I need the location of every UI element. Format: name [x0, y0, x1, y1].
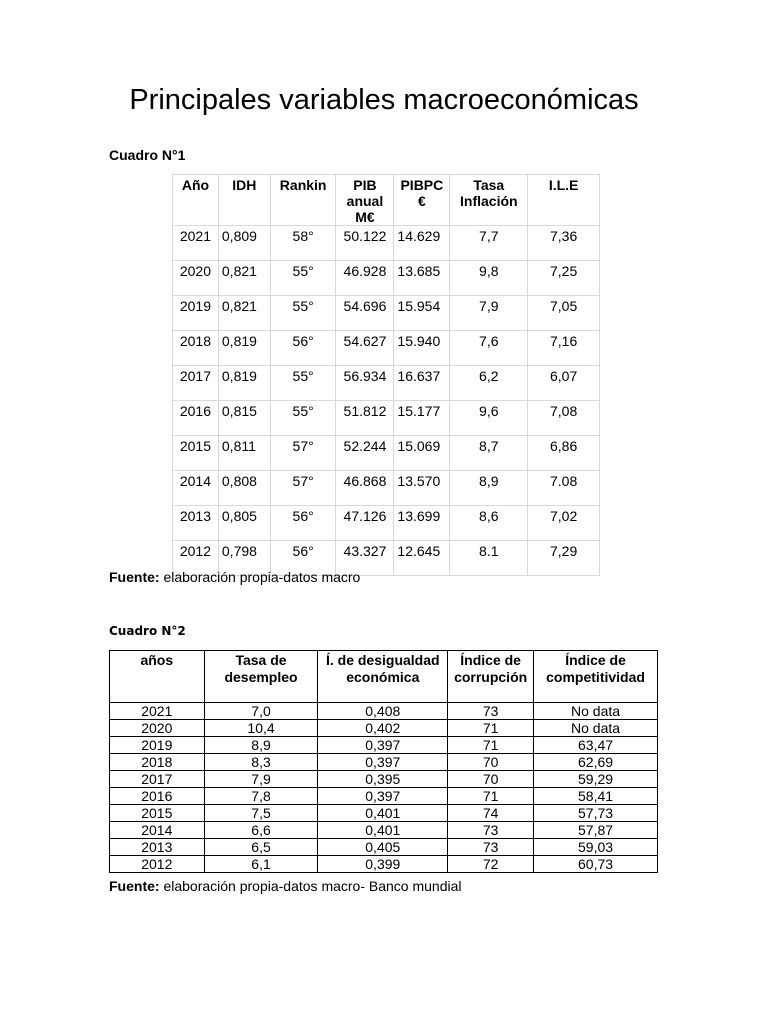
table1-cell: 9,6 [450, 401, 528, 436]
table1-header-pibpc: PIBPC € [394, 175, 450, 226]
table-row [110, 822, 658, 839]
table1-cell: 46.928 [336, 261, 394, 296]
table2-cell: 2012 [110, 856, 205, 873]
table-row [110, 703, 658, 720]
table1-cell: 7,6 [450, 331, 528, 366]
table1-cell: 8.1 [450, 541, 528, 576]
table1-cell: 0,821 [218, 296, 270, 331]
table2-cell: 74 [448, 805, 534, 822]
table2-cell: 0,401 [318, 805, 448, 822]
table2-cell: 2021 [110, 703, 205, 720]
table2-source-label: Fuente: [109, 878, 160, 894]
table1-header-inflation: Tasa Inflación [450, 175, 528, 226]
table2-cell: 63,47 [534, 737, 658, 754]
table1-cell: 52.244 [336, 436, 394, 471]
table1-cell: 8,9 [450, 471, 528, 506]
table2-cell: 8,9 [204, 737, 318, 754]
table1-cell: 55° [270, 296, 336, 331]
table1-cell: 7,29 [528, 541, 600, 576]
table1-cell: 50.122 [336, 226, 394, 261]
table1-cell: 7,9 [450, 296, 528, 331]
table2-cell: 0,397 [318, 737, 448, 754]
table1-cell: 16.637 [394, 366, 450, 401]
table2-cell: 0,402 [318, 720, 448, 737]
table2-cell: 7,8 [204, 788, 318, 805]
table1-source [109, 569, 360, 585]
table-row [173, 401, 600, 436]
table2-cell: 57,73 [534, 805, 658, 822]
table1-cell: 15.954 [394, 296, 450, 331]
table1-cell: 54.696 [336, 296, 394, 331]
table2-cell: 73 [448, 703, 534, 720]
table-row [110, 771, 658, 788]
table1-cell: 0,798 [218, 541, 270, 576]
table1-header-row [173, 175, 600, 226]
table1-header-idh: IDH [218, 175, 270, 226]
table1-caption: Cuadro N°1 [109, 147, 186, 163]
page-title: Principales variables macroeconómicas [129, 84, 639, 116]
table-row [173, 331, 600, 366]
table-row [110, 720, 658, 737]
table1-cell: 7,36 [528, 226, 600, 261]
table1-cell: 54.627 [336, 331, 394, 366]
table2-cell: 2017 [110, 771, 205, 788]
table2-cell: No data [534, 703, 658, 720]
table2-header-inequality: Í. de desigualdad económica [318, 651, 448, 703]
table2-cell: No data [534, 720, 658, 737]
table1-cell: 9,8 [450, 261, 528, 296]
table2-cell: 0,397 [318, 788, 448, 805]
table1-cell: 46.868 [336, 471, 394, 506]
table1-cell: 7,16 [528, 331, 600, 366]
table1-cell: 2018 [173, 331, 219, 366]
table2-cell: 71 [448, 737, 534, 754]
table1-cell: 55° [270, 261, 336, 296]
table2-header-corruption: Índice de corrupción [448, 651, 534, 703]
table1-cell: 7,08 [528, 401, 600, 436]
table1-source-label: Fuente: [109, 569, 160, 585]
table-row [110, 805, 658, 822]
table1-cell: 0,805 [218, 506, 270, 541]
table-row [110, 839, 658, 856]
table1-cell: 0,819 [218, 366, 270, 401]
table1 [172, 174, 600, 576]
table-row [173, 226, 600, 261]
table1-cell: 0,809 [218, 226, 270, 261]
table1-header-year: Año [173, 175, 219, 226]
table-row [110, 788, 658, 805]
table2-cell: 2019 [110, 737, 205, 754]
table1-cell: 12.645 [394, 541, 450, 576]
table2-source [109, 878, 462, 894]
table1-cell: 15.940 [394, 331, 450, 366]
table2-cell: 71 [448, 720, 534, 737]
table1-cell: 2017 [173, 366, 219, 401]
table2-cell: 73 [448, 822, 534, 839]
table1-cell: 0,811 [218, 436, 270, 471]
table2-cell: 0,408 [318, 703, 448, 720]
table1-cell: 15.177 [394, 401, 450, 436]
table2-cell: 0,405 [318, 839, 448, 856]
table-row [173, 296, 600, 331]
table2 [109, 650, 658, 873]
table1-cell: 57° [270, 471, 336, 506]
table1-cell: 56° [270, 331, 336, 366]
table2-cell: 70 [448, 754, 534, 771]
table1-cell: 0,819 [218, 331, 270, 366]
table2-header-unemployment: Tasa de desempleo [204, 651, 318, 703]
table2-cell: 8,3 [204, 754, 318, 771]
table2-cell: 2014 [110, 822, 205, 839]
table1-cell: 2014 [173, 471, 219, 506]
table1-cell: 7,05 [528, 296, 600, 331]
table2-cell: 7,9 [204, 771, 318, 788]
table2-cell: 70 [448, 771, 534, 788]
table1-cell: 8,6 [450, 506, 528, 541]
table1-header-ranking: Rankin [270, 175, 336, 226]
table1-cell: 7,25 [528, 261, 600, 296]
table2-cell: 2018 [110, 754, 205, 771]
table1-cell: 7.08 [528, 471, 600, 506]
table1-cell: 13.570 [394, 471, 450, 506]
table2-cell: 0,399 [318, 856, 448, 873]
table1-header-pib: PIB anual M€ [336, 175, 394, 226]
table-row [173, 506, 600, 541]
table1-cell: 14.629 [394, 226, 450, 261]
table1-cell: 13.685 [394, 261, 450, 296]
table2-cell: 7,5 [204, 805, 318, 822]
table1-cell: 57° [270, 436, 336, 471]
table2-cell: 10,4 [204, 720, 318, 737]
table2-cell: 62,69 [534, 754, 658, 771]
table2-cell: 59,29 [534, 771, 658, 788]
table1-cell: 43.327 [336, 541, 394, 576]
table1-cell: 56° [270, 541, 336, 576]
table1-source-text: elaboración propia-datos macro [159, 569, 361, 585]
table1-cell: 56.934 [336, 366, 394, 401]
table2-cell: 57,87 [534, 822, 658, 839]
table1-cell: 7,7 [450, 226, 528, 261]
table1-cell: 2019 [173, 296, 219, 331]
table2-cell: 59,03 [534, 839, 658, 856]
table1-cell: 15.069 [394, 436, 450, 471]
table1-cell: 55° [270, 401, 336, 436]
table1-cell: 2020 [173, 261, 219, 296]
table-row [173, 366, 600, 401]
table2-cell: 0,395 [318, 771, 448, 788]
table1-cell: 6,2 [450, 366, 528, 401]
table1-cell: 6,07 [528, 366, 600, 401]
table-row [110, 856, 658, 873]
table-row [110, 754, 658, 771]
table2-source-text: elaboración propia-datos macro- Banco mundial [159, 878, 462, 894]
table2-cell: 2015 [110, 805, 205, 822]
table1-cell: 47.126 [336, 506, 394, 541]
table-row [173, 471, 600, 506]
table1-cell: 2012 [173, 541, 219, 576]
table2-cell: 0,397 [318, 754, 448, 771]
table1-cell: 2015 [173, 436, 219, 471]
table2-cell: 73 [448, 839, 534, 856]
table2-cell: 0,401 [318, 822, 448, 839]
table-row [110, 737, 658, 754]
table2-cell: 71 [448, 788, 534, 805]
table1-cell: 0,815 [218, 401, 270, 436]
table1-cell: 7,02 [528, 506, 600, 541]
table2-cell: 2020 [110, 720, 205, 737]
table2-cell: 6,5 [204, 839, 318, 856]
table2-cell: 6,1 [204, 856, 318, 873]
table-row [173, 436, 600, 471]
table2-cell: 6,6 [204, 822, 318, 839]
table1-cell: 13.699 [394, 506, 450, 541]
table2-cell: 2016 [110, 788, 205, 805]
table2-header-competitiveness: Índice de competitividad [534, 651, 658, 703]
table1-cell: 58° [270, 226, 336, 261]
table1-cell: 2021 [173, 226, 219, 261]
table-row [173, 261, 600, 296]
table1-cell: 2016 [173, 401, 219, 436]
table2-cell: 72 [448, 856, 534, 873]
table2-cell: 2013 [110, 839, 205, 856]
table2-header-year: años [110, 651, 205, 703]
table1-cell: 0,808 [218, 471, 270, 506]
table2-cell: 60,73 [534, 856, 658, 873]
table1-cell: 2013 [173, 506, 219, 541]
table1-cell: 51.812 [336, 401, 394, 436]
table2-cell: 7,0 [204, 703, 318, 720]
table1-cell: 6,86 [528, 436, 600, 471]
table1-cell: 8,7 [450, 436, 528, 471]
table1-cell: 0,821 [218, 261, 270, 296]
table1-cell: 55° [270, 366, 336, 401]
table2-cell: 58,41 [534, 788, 658, 805]
table1-header-ile: I.L.E [528, 175, 600, 226]
table2-caption: Cuadro N°2 [109, 624, 186, 638]
table1-cell: 56° [270, 506, 336, 541]
table2-header-row [110, 651, 658, 703]
